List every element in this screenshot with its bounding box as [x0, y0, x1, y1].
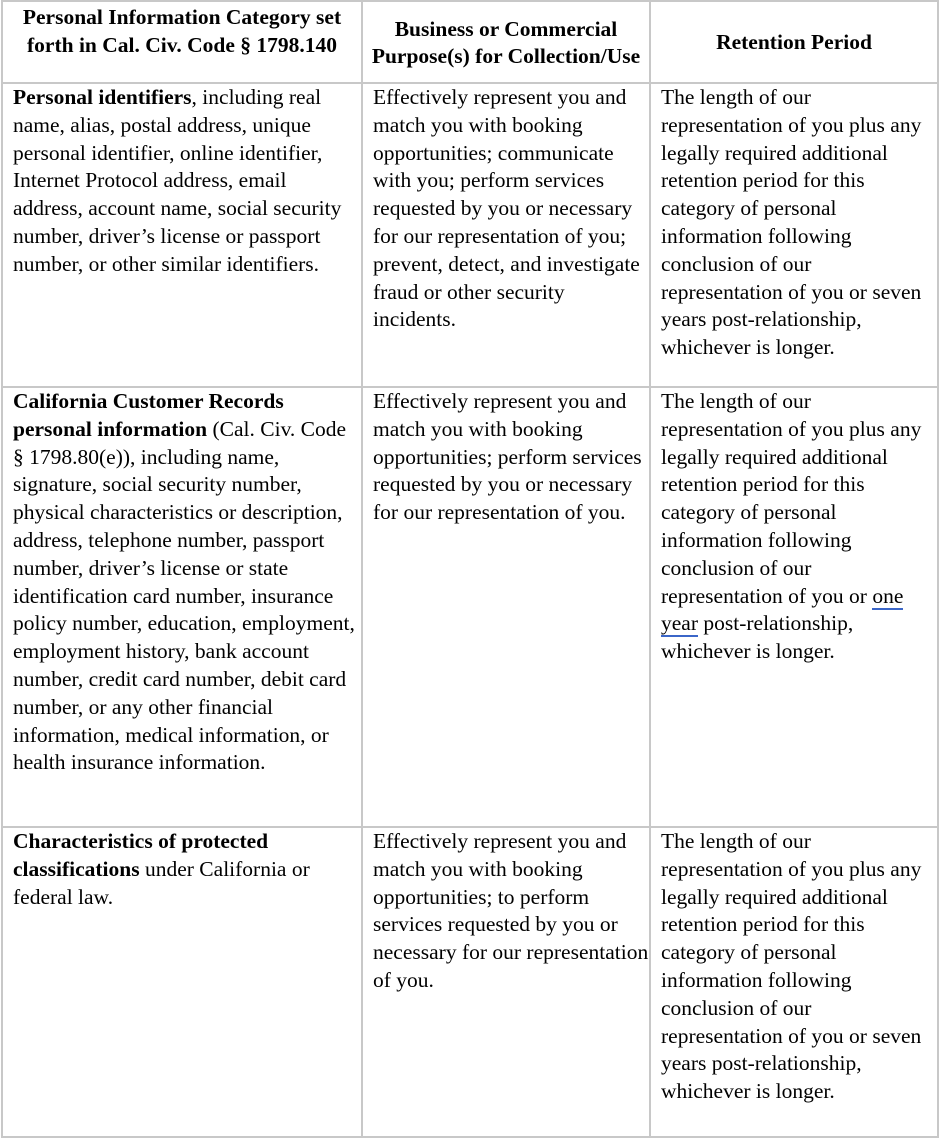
category-description: under California or federal law. [13, 856, 310, 909]
header-retention: Retention Period [650, 1, 938, 83]
retention-cell: The length of our representation of you plus any legally required additional retention period for this category of personal information following conclusion of our representation of you or seven years post-relationship, whichever is longer. [650, 83, 938, 387]
category-cell [2, 83, 362, 387]
category-title: California Customer Records personal information [13, 389, 284, 441]
flagged-text[interactable]: one year [661, 583, 904, 636]
table-row [2, 827, 938, 1137]
retention-table [1, 0, 939, 1138]
category-title: Characteristics of protected classifications [13, 829, 269, 881]
category-description: (Cal. Civ. Code § 1798.80(e)), including name, signature, social security number, physical characteristics or description, address, telephone number, passport number, driver’s license or state identification card number, insurance policy number, education, employment, employment history, bank account number, credit card number, debit card number, or any other financial information, medical information, or health insurance information. [13, 416, 355, 775]
header-category: Personal Information Category set forth in Cal. Civ. Code § 1798.140 [2, 1, 362, 83]
table-row [2, 387, 938, 827]
retention-cell: The length of our representation of you plus any legally required additional retention period for this category of personal information following conclusion of our representation of you or seven years post-relationship, whichever is longer. [650, 827, 938, 1137]
purpose-cell: Effectively represent you and match you with booking opportunities; perform services requested by you or necessary for our representation of you. [362, 387, 650, 827]
category-description: , including real name, alias, postal address, unique personal identifier, online identifier, Internet Protocol address, email address, account name, social security number, driver’s license or passport number, or other similar identifiers. [13, 85, 342, 276]
category-cell [2, 827, 362, 1137]
retention-text-before: The length of our representation of you plus any legally required additional retention period for this category of personal information following conclusion of our representation of you or [661, 389, 922, 608]
retention-cell [650, 387, 938, 827]
header-purpose: Business or Commercial Purpose(s) for Collection/Use [362, 1, 650, 83]
purpose-cell: Effectively represent you and match you with booking opportunities; communicate with you; perform services requested by you or necessary for our representation of you; prevent, detect, and investigate fraud or other security incidents. [362, 83, 650, 387]
table-header-row [2, 1, 938, 83]
purpose-cell: Effectively represent you and match you with booking opportunities; to perform services requested by you or necessary for our representation of you. [362, 827, 650, 1137]
retention-text-after: post-relationship, whichever is longer. [661, 611, 854, 664]
category-title: Personal identifiers [13, 85, 192, 109]
category-cell [2, 387, 362, 827]
table-row [2, 83, 938, 387]
